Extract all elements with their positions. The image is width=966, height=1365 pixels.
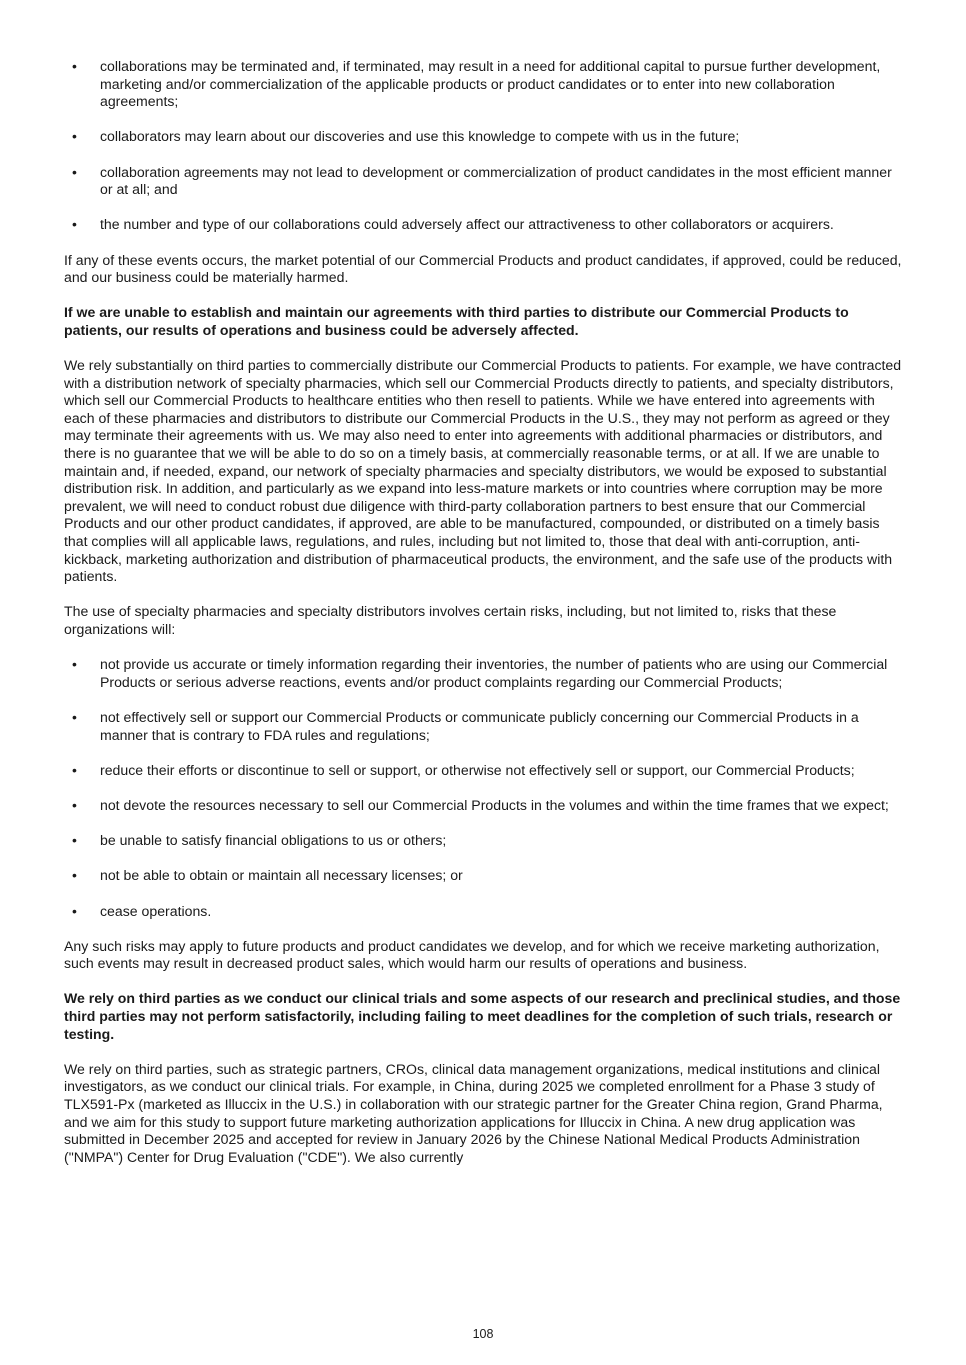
list-item: [64, 762, 904, 780]
list-item: [64, 867, 904, 885]
collaboration-risk-list: [64, 58, 904, 234]
paragraph-clinical: We rely on third parties, such as strategic partners, CROs, clinical data management organizations, medical institutions and clinical investigators, as we conduct our clinical trials. For example, in China, during 2025 we completed enrollment for a Phase 3 study of TLX591-Px (marketed as Illuccix in the U.S.) in collaboration with our strategic partner for the Greater China region, Grand Pharma, and we aim for this study to support future marketing authorization applications for Illuccix in China. A new drug application was submitted in December 2025 and accepted for review in January 2026 by the Chinese National Medical Products Administration ("NMPA") Center for Drug Evaluation ("CDE"). We also currently: [64, 1060, 883, 1165]
section-heading-clinical: We rely on third parties as we conduct our clinical trials and some aspects of our research and preclinical studies, and those third parties may not perform satisfactorily, including failing to meet deadlines for the completion of such trials, research or testing.: [64, 990, 901, 1042]
list-item: [64, 903, 904, 921]
bullet-icon: •: [72, 902, 77, 919]
bullet-icon: •: [72, 163, 77, 180]
bullet-icon: •: [72, 58, 77, 74]
list-item-text: not be able to obtain or maintain all necessary licenses; or: [100, 867, 463, 884]
list-item: [64, 58, 904, 111]
list-item: [64, 656, 904, 691]
list-item-text: not devote the resources necessary to sell our Commercial Products in the volumes and within the time frames that we expect;: [100, 796, 889, 813]
list-item: [64, 128, 904, 146]
bullet-icon: •: [72, 867, 77, 884]
page-number: 108: [472, 1327, 494, 1341]
list-item-text: not effectively sell or support our Commercial Products or communicate publicly concerning our Commercial Products in a manner that is contrary to FDA rules and regulations;: [100, 708, 859, 743]
paragraph-specialty-risks: The use of specialty pharmacies and specialty distributors involves certain risks, including, but not limited to, risks that these organizations will:: [64, 603, 837, 637]
bullet-icon: •: [72, 832, 77, 849]
specialty-risk-list: [64, 656, 904, 920]
list-item-text: collaboration agreements may not lead to development or commercialization of product candidates in the most efficient manner or at all; and: [100, 163, 892, 198]
list-item: [64, 797, 904, 815]
bullet-icon: •: [72, 216, 77, 233]
list-item-text: the number and type of our collaborations could adversely affect our attractiveness to other collaborators or acquirers.: [100, 216, 834, 233]
list-item: [64, 832, 904, 850]
list-item-text: cease operations.: [100, 902, 212, 919]
list-item-text: collaborations may be terminated and, if terminated, may result in a need for additional capital to pursue further development, marketing and/or commercialization of the applicable products or product candidates or to enter into new collaboration agreements;: [100, 58, 881, 110]
bullet-icon: •: [72, 128, 77, 145]
document-page: [64, 58, 904, 1184]
paragraph-rely-distribute: We rely substantially on third parties to commercially distribute our Commercial Products to patients. For example, we have contracted with a distribution network of specialty pharmacies, which sell our Commercial Products directly to patients, and specialty distributors, which sell our Commercial Products to healthcare entities who then resell to patients. While we have entered into agreements with each of these pharmacies and distributors to distribute our Commercial Products in the U.S., they may not perform as agreed or they may terminate their agreements with us. We may also need to enter into agreements with additional pharmacies or distributors, and there is no guarantee that we will be able to do so on a timely basis, at commercially reasonable terms, or at all. If we are unable to maintain and, if needed, expand, our network of specialty pharmacies and specialty distributors, we would be exposed to substantial distribution risk. In addition, and particularly as we expand into less-mature markets or into countries where corruption may be more prevalent, we will need to conduct robust due diligence with third-party collaboration partners to best ensure that our Commercial Products and our other product candidates, if approved, are able to be manufactured, compounded, or distributed on a timely basis that complies will all applicable laws, regulations, and rules, including but not limited to, those that deal with anti-corruption, anti-kickback, marketing authorization and distribution of pharmaceutical products, the environment, and the safe use of the products with patients.: [64, 357, 902, 585]
list-item: [64, 709, 904, 744]
list-item-text: reduce their efforts or discontinue to sell or support, or otherwise not effectively sell or support, our Commercial Products;: [100, 761, 855, 778]
list-item-text: not provide us accurate or timely information regarding their inventories, the number of patients who are using our Commercial Products or serious adverse reactions, events and/or product complaints regarding our Commercial Products;: [100, 656, 888, 690]
bullet-icon: •: [72, 656, 77, 673]
list-item: [64, 216, 904, 234]
bullet-icon: •: [72, 796, 77, 813]
paragraph-any-risks: Any such risks may apply to future products and product candidates we develop, and for which we receive marketing authorization, such events may result in decreased product sales, which would harm our results of operations and business.: [64, 937, 880, 972]
bullet-icon: •: [72, 761, 77, 778]
bullet-icon: •: [72, 708, 77, 725]
list-item: [64, 164, 904, 199]
section-heading-distribution: If we are unable to establish and maintain our agreements with third parties to distribute our Commercial Products to patients, our results of operations and business could be adversely affected.: [64, 304, 849, 338]
paragraph-events: If any of these events occurs, the market potential of our Commercial Products and product candidates, if approved, could be reduced, and our business could be materially harmed.: [64, 251, 902, 286]
list-item-text: be unable to satisfy financial obligations to us or others;: [100, 832, 447, 849]
list-item-text: collaborators may learn about our discoveries and use this knowledge to compete with us in the future;: [100, 128, 740, 145]
